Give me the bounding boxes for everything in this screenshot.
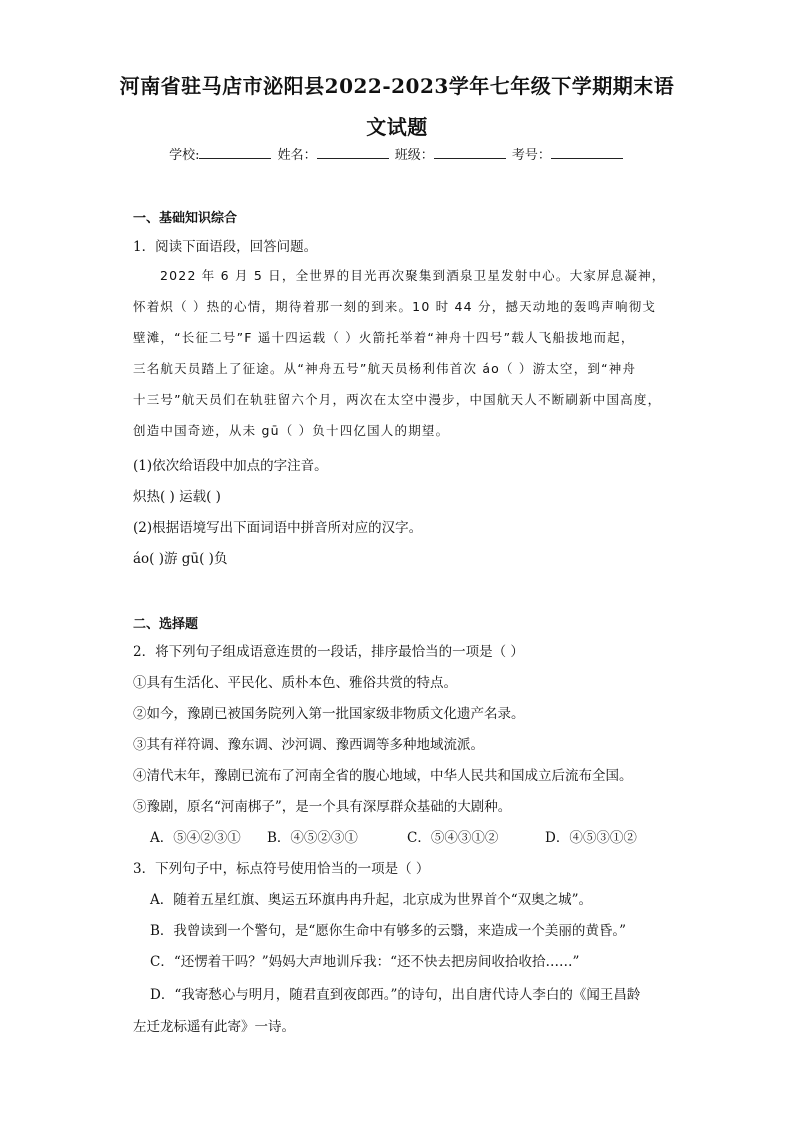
option-a: A．⑤④②③① bbox=[150, 830, 241, 846]
question-2-item: ④清代末年，豫剧已流布了河南全省的腹心地域，中华人民共和国成立后流布全国。 bbox=[133, 768, 633, 784]
sub-question-2-blanks: áo( )游 gū( )负 bbox=[133, 551, 228, 567]
question-2-item: ①具有生活化、平民化、质朴本色、雅俗共赏的特点。 bbox=[133, 675, 457, 691]
class-blank bbox=[434, 146, 506, 159]
exam-number-blank bbox=[551, 146, 623, 159]
question-2-item: ⑤豫剧，原名“河南梆子”，是一个具有深厚群众基础的大剧种。 bbox=[133, 799, 512, 815]
question-1: 1．阅读下面语段，回答问题。 bbox=[133, 239, 318, 255]
passage-line: 壁滩，“长征二号”F 遥十四运载（ ）火箭托举着“神舟十四号”载人飞船拔地而起， bbox=[133, 330, 635, 345]
sub-question-1: (1)依次给语段中加点的字注音。 bbox=[133, 458, 328, 474]
exam-title-line1: 河南省驻马店市泌阳县2022-2023学年七年级下学期期末语 bbox=[119, 74, 675, 98]
question-3-option-b: B．我曾读到一个警句，是“愿你生命中有够多的云翳，来造成一个美丽的黄昏。” bbox=[150, 923, 626, 939]
exam-title-line2: 文试题 bbox=[366, 115, 428, 139]
name-label: 姓名： bbox=[277, 148, 317, 163]
question-3-option-d-continued: 左迁龙标遥有此寄》一诗。 bbox=[133, 1019, 295, 1035]
student-info-row bbox=[100, 144, 694, 163]
name-blank bbox=[317, 146, 389, 159]
passage-line: 2022 年 6 月 5 日，全世界的目光再次聚集到酒泉卫星发射中心。大家屏息凝神， bbox=[160, 268, 666, 283]
question-3-option-a: A．随着五星红旗、奥运五环旗冉冉升起，北京成为世界首个“双奥之城”。 bbox=[150, 892, 593, 908]
question-3-option-c: C．“还愣着干吗？”妈妈大声地训斥我：“还不快去把房间收拾收拾……” bbox=[150, 954, 580, 970]
sub-question-1-blanks: 炽热( ) 运载( ) bbox=[133, 489, 221, 505]
question-3: 3．下列句子中，标点符号使用恰当的一项是（ ） bbox=[133, 861, 430, 877]
sub-question-2: (2)根据语境写出下面词语中拼音所对应的汉字。 bbox=[133, 520, 423, 536]
exam-number-label: 考号： bbox=[511, 148, 551, 163]
class-label: 班级： bbox=[394, 148, 434, 163]
school-label: 学校: bbox=[169, 148, 200, 163]
school-blank bbox=[199, 146, 271, 159]
passage-line: 怀着炽（ ）热的心情，期待着那一刻的到来。10 时 44 分，撼天动地的轰鸣声响彻戈 bbox=[133, 299, 657, 314]
option-c: C．⑤④③①② bbox=[407, 830, 499, 846]
passage-line: 创造中国奇迹，从未 gū（ ）负十四亿国人的期望。 bbox=[133, 423, 450, 438]
question-2-item: ③其有祥符调、豫东调、沙河调、豫西调等多种地域流派。 bbox=[133, 737, 484, 753]
question-2: 2．将下列句子组成语意连贯的一段话，排序最恰当的一项是（ ） bbox=[133, 644, 524, 660]
section1-heading: 一、基础知识综合 bbox=[133, 211, 238, 226]
question-2-item: ②如今，豫剧已被国务院列入第一批国家级非物质文化遗产名录。 bbox=[133, 706, 525, 722]
option-d: D．④⑤③①② bbox=[545, 830, 637, 846]
passage-line: 三名航天员踏上了征途。从“神舟五号”航天员杨利伟首次 áo（ ）游太空，到“神舟 bbox=[133, 361, 637, 376]
question-2-options bbox=[150, 826, 637, 846]
option-b: B．④⑤②③① bbox=[267, 830, 358, 846]
question-3-option-d: D．“我寄愁心与明月，随君直到夜郎西。”的诗句，出自唐代诗人李白的《闻王昌龄 bbox=[150, 987, 641, 1003]
section2-heading: 二、选择题 bbox=[133, 617, 199, 632]
passage-line: 十三号”航天员们在轨驻留六个月，两次在太空中漫步，中国航天人不断刷新中国高度， bbox=[133, 392, 662, 407]
